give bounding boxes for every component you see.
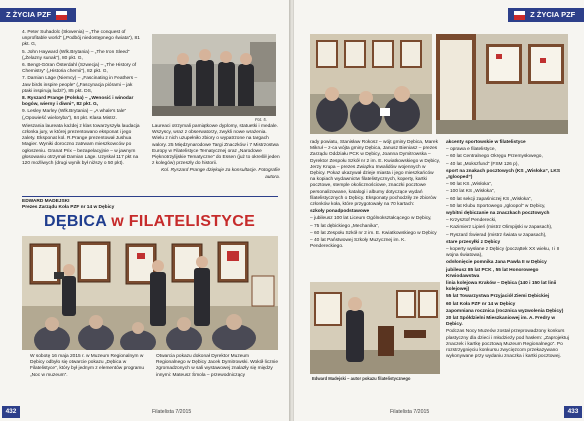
list-item: 6. Bengt-Göran Österdahl (Szwecja) – „The History of Chemistry” („Historia chemii”), 82 pkt. G, [22,63,137,75]
list-item: – 75 lat dębickiego „Mechanika”, [310,223,380,229]
paragraph: Laureaci otrzymali pamiątkowe dyplomy, statuetki i medale. Wszyscy, wraz z obserwatorzy, zwykli nowe wrażenia. Wielu z nich uzupełniło zbiory o wypatrzone na targach walory. 25 Międzynarodowe Targi Znaczków i 7 Mistrzostwa Europy w Filatelistyce Tematycznej oraz „Narodowe Pięknotrzylijskie Tematyczne” do Essen (już to określił jeden z kolegów) przeszły do historii. [152,124,280,167]
photo-author-caption: Edward Madejski – autor pokazu filatelistycznego [312,376,411,381]
list-heading: 60 lat Koła PZF nr 14 w Dębicy [446,301,516,307]
section-divider [22,196,278,197]
article-col-1-right [310,140,440,251]
list-item: – 100 lat KS „Wisłoka”, [446,189,495,195]
list-item: – 50 lat Klubu Sportowego „Igloopol” w Dębicy, [446,203,546,209]
list-item: – 90 lat KS „Wisłoka”, [446,182,493,188]
photo-exhibition-guests [310,34,432,134]
footer-right: Filatelista 7/2015 [390,409,430,415]
article-col-2: Otwarcia pokazu dokonał Dyrektor Muzeum Regionalnego w Dębicy Jacek Dymitrowski. Wokół licznie zgromadzonych w sali wystawowej znalazły się między innymi: Mateusz Śmola – przewodniczący [156,354,279,378]
section-tab-label: Z ŻYCIA PZF [6,10,52,19]
list-heading: stare przesyłki z Dębicy [446,239,501,245]
list-item: – jubileusz 100 lat Liceum Ogólnokształcącego w Dębicy, [310,216,432,222]
list-item: – 40 lat „Mokszfund” (FSM 126 p), [446,161,519,167]
awards-list [22,30,140,168]
page-number-right: 433 [564,406,582,418]
pzf-logo-icon [56,11,67,20]
list-heading: akcenty sportowskie w filatelistyce [446,140,526,145]
list-item: – Ryszard Świerad (mistrz świata w zapasach), [446,232,547,238]
right-page [294,0,584,421]
page-number-left: 432 [2,406,20,418]
list-item: 7. Damian Läge (Niemcy) – „Fascinating in Feathers – Jaw birds inspire people” („Fascynacja piórami – jak ptaki inspirują ludzi”), 85 pkt. DS, [22,76,138,94]
list-heading: jubileusz 85 lat PCK , 55 lat Honorowego Krwiodawstwa [446,267,539,279]
photo-exhibition-opening [22,236,278,350]
list-item: 4. Peter Suhadolc (Słowenia) – „The conquest of unprofitable world” („Podbój niedostępnego świata”), 81 pkt. G, [22,30,140,48]
list-item: – oprawa e filatelistyce, [446,147,496,153]
headline-rest: w FILATELISTYCE [106,213,256,230]
photo-author [310,282,440,374]
list-item: – Krzysztof Penderecki, [446,218,497,224]
section-tab-label: Z ŻYCIA PZF [530,10,576,19]
list-item: 5. John Hayward (Wlk.Brytania) – „The Iron Sleed” („Żelazny sunak”), 80 pkt. G, [22,49,130,61]
photo-laureates [152,34,276,116]
article-author: EDWARD MADEJSKI [22,199,70,204]
list-item: – 60 lat Zespołu Szkół nr 2 im. E. Kwiatkowskiego w Dębicy [310,230,437,236]
list-item: 8. Ryszard Prange (Polska) – „Wenosić i winodar bogów, wierny i diwni”, 82 pkt. G, [22,96,134,108]
left-page [0,0,290,421]
list-item: – 40 lat Państwowej Szkoły Muzycznej im. K. Pendereckiego. [310,238,406,250]
article-col-1: W sobotę 16 maja 2015 r. w Muzeum Regionalnym w Dębicy odbyło się otwarcie pokazu „Dębica w Filatelistyce”, który był jednym z elementów programu „Noc w muzeum”. [30,354,145,378]
list-heading: szkoły ponadpodstawowe [310,209,370,215]
article-author-role: Prezes Zarządu Koła PZF nr 14 w Dębicy [22,205,115,210]
list-item: – 60 lat Centralnego Okręgu Przemysłowego, [446,154,543,160]
acknowledgement: Kol. Ryszard Prange dziękuje za konsultacje. Fotografie autora. [161,168,280,180]
list-heading: 20 lat Spółdzielni Mieszkaniowej im. A. Fredry w Dębicy. [446,316,556,328]
list-heading: zapomniana rocznica (rocznica wyzwolenia Dębicy) [446,308,564,314]
list-heading: 55 lat Towarzystwa Przyjaciół Ziemi Dębickiej [446,294,550,300]
headline-city: DĘBICA [44,213,107,230]
footer-left: Filatelista 7/2015 [152,409,192,415]
laureates-caption [152,124,280,182]
list-heading: linia kolejowa Kraków – Dębica (140 i 150 lat linii kolejowej) [446,281,557,293]
list-heading: wybitni dębiczanie na znaczkach pocztowych [446,211,550,217]
pzf-logo-icon [514,11,525,20]
photo-exhibition-boards [436,34,568,134]
section-tab-right [508,8,584,22]
paragraph: Wieszania laureata każdej z klas towarzyszyła laudacja członka jury, w której prezentowano eksponat i jego zalety. Eksponat kol. R.Prange prezentował Jushua Magier. Wyniki doroczno zatrwam mieszkowców po ogłoszeniu. Granat Prix – bezapelacyjnie – w jawnym głosowaniu otrzymał Damian Läge. Uzyskał 117 pkt na 120 możliwych (drugi wynik był niższy o 50 pkt). [22,123,140,167]
article-headline [44,213,255,231]
list-item: – 60 lat sekcji zapaśniczej KS „Wisłoka”, [446,196,532,202]
photo-number: Fot. 5. [255,117,267,122]
article-col-2-right [446,140,570,362]
list-item: – Kazimierz Lipień (mistrz Olimpijski w zapasach), [446,225,553,231]
list-heading: sport na znakach pocztowych (KS „Wisłoka”, LKS „Iglooped”) [446,168,561,181]
section-tab-left [0,8,76,22]
list-item: – koperty wysłane z Dębicy (począttek XX wieku, I i II wojna światowa), [446,247,560,259]
paragraph: Podczas Nocy Muzeów został przeprowadzony konkurs plastyczny dla dzieci i młodzieży pod hasłem: „Zaprojektuj znaczek i kartkę pocztową Muzeum Regionalnego”. Po rozstrzygnięciu konkursu zwycięzcom przekazywano wykonywane przy wydaniu znaczka i kartki pocztowej. [446,329,569,360]
paragraph: rady powiatu, Stanisław Rokosz – wójt gminy Dębica, Marek Mikruł – z-ca wójta gminy Dębica, Janusz Bieniasz – prezes Zarządu Oddziału PCK w Dębicy, Joanna Dymitrowska – Dyrektor Zespołu Szkół nr 2 im. E. Kwiatkowskiego w Dębicy, Jerzy Krupa – prezes Związku Inwalidów wojennych w Dębicy. Pokaz ukazywał dzieje miasta i jego mieszkańców na kopiach wydawnictw filatelistycznych, koperty, kartki pocztowe, stemple okolicznościowe, znaczki pocztowe personalizowane, katalogi i albumy dotyczące wydań filatelistycznych o Dębicy. Eksponaty pochodziły ze zbiorów członków koła, które przygotowały na 70 kartach: [310,140,441,208]
list-item: 9. Lesley Marley (Wlk.Brytania) – „A whale's tale” („Opowieść wieloryba”), 84 pkt. Klasa Mistrz. [22,109,127,121]
list-heading: odsłonięcie pomnika Jana Pawła II w Dębicy [446,260,547,266]
